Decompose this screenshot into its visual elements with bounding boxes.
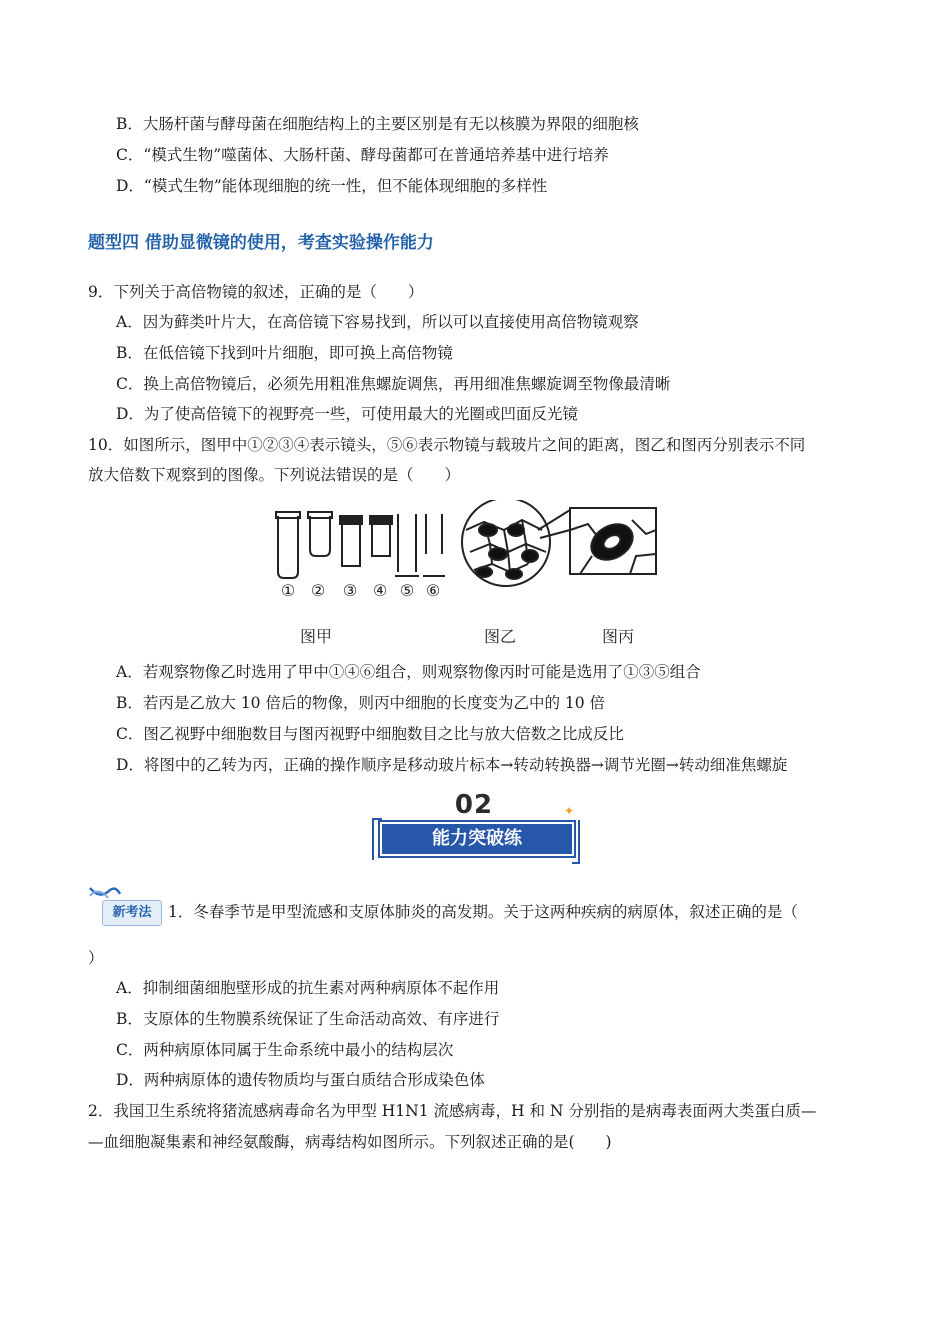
q10-stem-line1: 10．如图所示，图甲中①②③④表示镜头，⑤⑥表示物镜与载玻片之间的距离，图乙和图丙分别表示不同 xyxy=(88,436,806,454)
q9-option-b: B．在低倍镜下找到叶片细胞，即可换上高倍物镜 xyxy=(116,344,453,362)
p1-option-c: C．两种病原体同属于生命系统中最小的结构层次 xyxy=(116,1041,454,1059)
figure-label-yi: 图乙 xyxy=(484,627,517,646)
field-of-view-bing xyxy=(570,508,656,574)
lens-label-3: ③ xyxy=(342,581,358,600)
field-of-view-yi xyxy=(462,500,570,586)
section-title: 题型四 借助显微镜的使用，考查实验操作能力 xyxy=(88,233,434,253)
q10-option-a: A．若观察物像乙时选用了甲中①④⑥组合，则观察物像丙时可能是选用了①③⑤组合 xyxy=(116,663,701,681)
banner-title: 能力突破练 xyxy=(380,822,574,856)
prev-option-c: C．“模式生物”噬菌体、大肠杆菌、酵母菌都可在普通培养基中进行培养 xyxy=(116,146,609,164)
q9-stem: 9．下列关于高倍物镜的叙述，正确的是（ ） xyxy=(88,283,424,301)
q10-option-d: D．将图中的乙转为丙，正确的操作顺序是移动玻片标本→转动转换器→调节光圈→转动细准焦螺旋 xyxy=(116,756,788,774)
q10-option-c: C．图乙视野中细胞数目与图丙视野中细胞数目之比与放大倍数之比成反比 xyxy=(116,725,624,743)
lens-label-2: ② xyxy=(310,581,326,600)
lens-label-1: ① xyxy=(280,581,296,600)
distance-label-6: ⑥ xyxy=(425,581,441,600)
q10-option-b: B．若丙是乙放大 10 倍后的物像，则丙中细胞的长度变为乙中的 10 倍 xyxy=(116,694,606,712)
banner-number: 02 xyxy=(454,790,494,820)
p2-stem-line2: —血细胞凝集素和神经氨酸酶，病毒结构如图所示。下列叙述正确的是( ) xyxy=(88,1133,612,1151)
figure-label-bing: 图丙 xyxy=(602,627,635,646)
q9-option-c: C．换上高倍物镜后，必须先用粗准焦螺旋调焦，再用细准焦螺旋调至物像最清晰 xyxy=(116,375,671,393)
p2-stem-line1: 2．我国卫生系统将猪流感病毒命名为甲型 H1N1 流感病毒，H 和 N 分别指的是病毒表面两大类蛋白质— xyxy=(88,1102,817,1120)
prev-option-b: B．大肠杆菌与酵母菌在细胞结构上的主要区别是有无以核膜为界限的细胞核 xyxy=(116,115,639,133)
figure-label-jia: 图甲 xyxy=(300,627,333,646)
new-method-badge xyxy=(88,884,164,928)
q9-option-d: D．为了使高倍镜下的视野亮一些，可使用最大的光圈或凹面反光镜 xyxy=(116,405,578,423)
prev-option-d: D．“模式生物”能体现细胞的统一性，但不能体现细胞的多样性 xyxy=(116,177,548,195)
section-banner xyxy=(370,790,582,866)
p1-option-a: A．抑制细菌细胞壁形成的抗生素对两种病原体不起作用 xyxy=(116,979,500,997)
badge-label: 新考法 xyxy=(102,900,162,926)
q9-option-a: A．因为藓类叶片大，在高倍镜下容易找到，所以可以直接使用高倍物镜观察 xyxy=(116,313,639,331)
sparkle-icon: ✦ xyxy=(564,804,575,818)
p1-stem-line1: 1．冬春季节是甲型流感和支原体肺炎的高发期。关于这两种疾病的病原体，叙述正确的是（ xyxy=(168,903,798,921)
lens-label-4: ④ xyxy=(372,581,388,600)
distance-label-5: ⑤ xyxy=(399,581,415,600)
p1-option-b: B．支原体的生物膜系统保证了生命活动高效、有序进行 xyxy=(116,1010,500,1028)
q10-stem-line2: 放大倍数下观察到的图像。下列说法错误的是（ ） xyxy=(88,466,461,484)
p1-stem-line2: ） xyxy=(88,949,104,967)
p1-option-d: D．两种病原体的遗传物质均与蛋白质结合形成染色体 xyxy=(116,1071,485,1089)
